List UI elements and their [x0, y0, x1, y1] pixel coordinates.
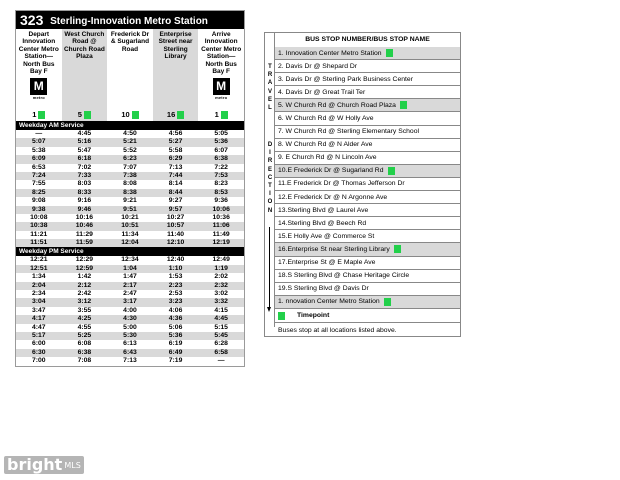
time-cell: 7:22 — [214, 163, 228, 171]
timepoint-square-icon — [84, 111, 91, 119]
direction-arrow-icon — [267, 307, 271, 312]
time-row — [16, 315, 244, 323]
timetable-column-header — [16, 29, 62, 121]
route-number: 323 — [20, 12, 44, 28]
time-cell: 2:42 — [77, 290, 92, 298]
stop-row — [275, 86, 460, 99]
time-cell: 5:16 — [77, 138, 92, 146]
stop-name: 5. W Church Rd @ Church Road Plaza — [278, 101, 396, 109]
time-row — [16, 180, 244, 188]
stop-row — [275, 152, 460, 165]
time-row — [16, 164, 244, 172]
time-cell: 1:04 — [123, 264, 137, 272]
time-cell: 5:06 — [168, 323, 183, 331]
column-stop-number — [107, 110, 153, 119]
time-cell: 7:02 — [77, 163, 92, 171]
stop-row — [275, 178, 460, 191]
stop-number: 16 — [166, 110, 176, 119]
watermark-mls: MLS — [64, 461, 81, 470]
time-cell: 10:06 — [212, 205, 230, 213]
time-cell: 2:34 — [31, 290, 46, 298]
time-cell: 4:30 — [123, 315, 137, 323]
time-row — [16, 349, 244, 357]
stop-list-header: BUS STOP NUMBER/BUS STOP NAME — [275, 33, 460, 48]
time-cell: 12:10 — [166, 239, 185, 247]
time-cell: 7:53 — [214, 171, 228, 179]
timepoint-square-icon — [177, 111, 184, 119]
time-row — [16, 307, 244, 315]
time-cell: 4:45 — [214, 315, 228, 323]
stop-name: 17.Enterprise St @ E Maple Ave — [278, 259, 376, 266]
time-cell: 5:05 — [214, 130, 228, 137]
time-cell: 11:40 — [167, 230, 185, 238]
time-cell: 8:23 — [214, 180, 228, 188]
stop-name: 14.Sterling Blvd @ Beech Rd — [278, 219, 367, 227]
time-cell: 1:53 — [168, 273, 183, 281]
time-cell: 10:38 — [30, 222, 48, 230]
time-cell: 8:14 — [168, 180, 183, 188]
time-row — [16, 214, 244, 222]
time-cell: 4:17 — [31, 315, 46, 323]
timepoint-legend — [275, 309, 460, 323]
travel-direction-word: D I R E C T I O N — [267, 142, 273, 214]
brightmls-watermark — [4, 456, 84, 474]
time-cell: 6:08 — [77, 340, 92, 348]
time-row — [16, 290, 244, 298]
column-label: Depart Innovation Center Metro Station— North Bus Bay F — [18, 31, 59, 76]
time-cell: 6:30 — [31, 348, 46, 356]
travel-direction-word: T R A V E L — [267, 64, 273, 112]
time-row — [16, 324, 244, 332]
timepoint-legend-label: Timepoint — [297, 311, 330, 319]
time-cell: 12:49 — [212, 256, 230, 264]
timetable-column-headers — [16, 29, 244, 121]
time-cell: 4:36 — [168, 315, 183, 323]
time-cell: 2:23 — [168, 281, 183, 289]
stop-name: 7. W Church Rd @ Sterling Elementary School — [278, 128, 420, 136]
time-cell: 10:46 — [75, 222, 94, 230]
timepoint-square-icon — [394, 245, 401, 253]
timetable-title-bar — [16, 11, 244, 29]
time-cell: 3:12 — [77, 298, 92, 306]
stop-row — [275, 230, 460, 243]
time-cell: 7:13 — [168, 163, 183, 171]
am-time-rows — [16, 130, 244, 247]
time-cell: 1:47 — [123, 273, 137, 281]
timetable-column-header — [153, 29, 199, 121]
time-cell: 12:59 — [75, 264, 94, 272]
stop-list-note: Buses stop at all locations listed above. — [278, 327, 397, 334]
time-cell: 7:38 — [123, 171, 137, 179]
time-cell: 3:55 — [77, 306, 92, 314]
time-cell: 11:51 — [30, 239, 48, 247]
stop-name: 11.E Frederick Dr @ Thomas Jefferson Dr — [278, 180, 405, 188]
stop-number: 5 — [77, 110, 82, 119]
stop-name: 9. E Church Rd @ N Lincoln Ave — [278, 154, 377, 162]
time-cell: 6:53 — [31, 163, 46, 171]
time-cell: 3:23 — [168, 298, 183, 306]
stop-row — [275, 204, 460, 217]
time-cell: 12:40 — [166, 256, 185, 264]
stop-name: 3. Davis Dr @ Sterling Park Business Center — [278, 75, 413, 83]
time-cell: 10:51 — [121, 222, 139, 230]
time-cell: 2:32 — [214, 281, 228, 289]
timetable-column-header — [107, 29, 153, 121]
time-cell: 12:21 — [30, 256, 48, 264]
time-cell: 7:07 — [123, 163, 137, 171]
stop-name: 12.E Frederick Dr @ N Argonne Ave — [278, 193, 388, 201]
time-cell: 5:47 — [77, 146, 92, 154]
time-cell: 8:44 — [168, 188, 183, 196]
stop-name: 15.E Holly Ave @ Commerce St — [278, 232, 375, 240]
time-cell: 2:47 — [123, 290, 137, 298]
time-cell: 4:50 — [123, 130, 137, 137]
time-cell: 6:18 — [77, 155, 92, 163]
time-cell: 5:36 — [214, 138, 228, 146]
time-row — [16, 147, 244, 155]
stop-row — [275, 73, 460, 86]
time-cell: 7:19 — [168, 357, 183, 365]
time-cell: 6:58 — [214, 348, 228, 356]
stop-name: 18.S Sterling Blvd @ Chase Heritage Circle — [278, 272, 410, 280]
pm-service-header: Weekday PM Service — [16, 247, 244, 256]
stop-name: 1. Innovation Center Metro Station — [278, 49, 382, 57]
time-cell: 11:21 — [30, 230, 48, 238]
time-cell: 10:57 — [166, 222, 185, 230]
time-cell: 4:55 — [77, 323, 92, 331]
stop-row — [275, 47, 460, 60]
time-cell: 12:04 — [121, 239, 139, 247]
time-cell: 3:04 — [31, 298, 46, 306]
column-label: Frederick Dr & Sugarland Road — [110, 31, 150, 53]
stop-row — [275, 60, 460, 73]
time-cell: 4:45 — [77, 130, 92, 137]
column-stop-number — [153, 110, 199, 119]
time-row — [16, 298, 244, 306]
time-cell: 5:30 — [123, 331, 137, 339]
metro-logo-word: metro — [215, 95, 228, 101]
time-row — [16, 239, 244, 247]
time-cell: 3:47 — [31, 306, 46, 314]
timetable-column-header — [198, 29, 244, 121]
timepoint-square-icon — [38, 111, 45, 119]
timetable — [15, 10, 245, 367]
time-row — [16, 340, 244, 348]
timepoint-square-icon — [386, 49, 393, 57]
timepoint-square-icon — [400, 101, 407, 109]
time-cell: 7:13 — [123, 357, 137, 365]
time-cell: 11:29 — [75, 230, 93, 238]
timepoint-square-icon — [388, 167, 395, 175]
timepoint-square-icon — [221, 111, 228, 119]
time-cell: 10:27 — [166, 213, 185, 221]
route-title: Sterling-Innovation Metro Station — [50, 16, 208, 27]
time-row — [16, 197, 244, 205]
time-row — [16, 138, 244, 146]
stop-row — [275, 165, 460, 178]
time-cell: 6:38 — [214, 155, 228, 163]
travel-direction-label — [265, 33, 275, 327]
time-cell: 7:33 — [77, 171, 92, 179]
time-row — [16, 273, 244, 281]
time-row — [16, 155, 244, 163]
stop-rows — [275, 47, 460, 309]
stop-row — [275, 139, 460, 152]
column-label: West Church Road @ Church Road Plaza — [63, 31, 105, 61]
metro-logo-icon: M — [213, 78, 230, 95]
time-cell: 10:36 — [212, 213, 230, 221]
time-cell: 7:44 — [168, 171, 183, 179]
time-cell: 8:33 — [77, 188, 92, 196]
timepoint-square-icon — [384, 298, 391, 306]
column-label: Enterprise Street near Sterling Library — [158, 31, 193, 61]
stop-name: 19.S Sterling Blvd @ Davis Dr — [278, 285, 369, 293]
stop-row — [275, 270, 460, 283]
time-cell: 3:02 — [214, 290, 228, 298]
time-cell: 5:15 — [214, 323, 228, 331]
time-cell: 8:03 — [77, 180, 92, 188]
column-stop-number — [198, 110, 244, 119]
column-label: Arrive Innovation Center Metro Station— North Bus Bay F — [201, 31, 242, 76]
time-cell: 11:06 — [212, 222, 230, 230]
time-cell: 5:36 — [168, 331, 183, 339]
time-cell: 5:52 — [123, 146, 137, 154]
timepoint-square-icon — [278, 312, 285, 320]
time-cell: 6:38 — [77, 348, 92, 356]
column-stop-number — [16, 110, 62, 119]
time-cell: 9:51 — [123, 205, 137, 213]
time-cell: 10:21 — [121, 213, 139, 221]
stop-row — [275, 126, 460, 139]
time-cell: 6:13 — [123, 340, 137, 348]
time-cell: 1:10 — [168, 264, 183, 272]
time-cell: 1:34 — [31, 273, 46, 281]
time-cell: 9:36 — [214, 197, 228, 205]
stop-row — [275, 296, 460, 309]
stop-row — [275, 243, 460, 256]
stop-row — [275, 112, 460, 125]
column-stop-number — [62, 110, 108, 119]
time-row — [16, 256, 244, 264]
time-cell: 6:28 — [214, 340, 228, 348]
time-cell: 4:56 — [168, 130, 183, 137]
stop-name: 13.Sterling Blvd @ Laurel Ave — [278, 206, 369, 214]
time-row — [16, 231, 244, 239]
time-cell: 3:17 — [123, 298, 137, 306]
time-cell: 12:51 — [30, 264, 48, 272]
time-cell: 9:27 — [168, 197, 183, 205]
time-row — [16, 265, 244, 273]
time-cell: 10:16 — [75, 213, 94, 221]
stop-row — [275, 191, 460, 204]
time-cell: 5:45 — [214, 331, 228, 339]
time-cell: 4:06 — [168, 306, 183, 314]
stop-name: 10.E Frederick Dr @ Sugarland Rd — [278, 167, 384, 175]
stop-number: 10 — [121, 110, 130, 119]
time-row — [16, 357, 244, 365]
time-cell: 5:27 — [168, 138, 183, 146]
time-cell: 2:17 — [123, 281, 137, 289]
time-cell: 5:17 — [31, 331, 46, 339]
stop-row — [275, 217, 460, 230]
time-cell: 12:34 — [121, 256, 139, 264]
time-cell: 4:15 — [214, 306, 228, 314]
time-cell: 6:07 — [214, 146, 228, 154]
time-cell: 11:49 — [212, 230, 230, 238]
time-row — [16, 172, 244, 180]
time-cell: 8:53 — [214, 188, 228, 196]
time-cell: 5:00 — [123, 323, 137, 331]
time-row — [16, 282, 244, 290]
time-cell: — — [217, 357, 225, 365]
time-cell: 10:08 — [30, 213, 48, 221]
time-cell: 9:08 — [31, 197, 46, 205]
time-cell: 6:00 — [31, 340, 46, 348]
time-cell: 7:08 — [77, 357, 92, 365]
time-cell: 9:21 — [123, 197, 137, 205]
pm-time-rows — [16, 256, 244, 365]
time-cell: 5:58 — [168, 146, 183, 154]
time-cell: 3:32 — [214, 298, 228, 306]
time-cell: 4:00 — [123, 306, 137, 314]
stop-name: 8. W Church Rd @ N Alder Ave — [278, 141, 373, 149]
time-cell: 1:19 — [214, 264, 228, 272]
stop-list — [264, 32, 461, 337]
time-cell: 7:24 — [31, 171, 46, 179]
stop-name: 4. Davis Dr @ Great Trail Ter — [278, 88, 366, 96]
time-cell: 9:46 — [77, 205, 92, 213]
time-cell: 11:34 — [121, 230, 139, 238]
stop-name: 16.Enterprise St near Sterling Library — [278, 245, 390, 253]
metro-logo-word: metro — [32, 95, 45, 101]
stop-row — [275, 257, 460, 270]
direction-arrow-line — [269, 227, 270, 309]
time-row — [16, 332, 244, 340]
timepoint-square-icon — [132, 111, 139, 119]
time-cell: 1:42 — [77, 273, 92, 281]
metro-logo-icon: M — [30, 78, 47, 95]
stop-row — [275, 99, 460, 112]
time-cell: 5:07 — [31, 138, 46, 146]
time-cell: 8:08 — [123, 180, 137, 188]
time-cell: 6:49 — [168, 348, 183, 356]
time-cell: 9:16 — [77, 197, 92, 205]
time-cell: 2:04 — [31, 281, 46, 289]
time-cell: 6:09 — [31, 155, 46, 163]
time-cell: 5:25 — [77, 331, 92, 339]
time-cell: — — [35, 130, 43, 137]
time-cell: 6:19 — [168, 340, 183, 348]
watermark-bright: bright — [7, 455, 63, 474]
timetable-column-header — [62, 29, 108, 121]
stop-number: 1 — [214, 110, 219, 119]
time-cell: 12:29 — [75, 256, 94, 264]
stop-name: 1. nnovation Center Metro Station — [278, 298, 380, 306]
time-cell: 8:38 — [123, 188, 137, 196]
time-cell: 6:23 — [123, 155, 137, 163]
time-cell: 2:53 — [168, 290, 183, 298]
time-row — [16, 130, 244, 138]
time-cell: 6:29 — [168, 155, 183, 163]
time-cell: 11:59 — [75, 239, 93, 247]
time-cell: 12:19 — [212, 239, 230, 247]
time-row — [16, 206, 244, 214]
time-cell: 5:21 — [123, 138, 137, 146]
time-cell: 9:57 — [168, 205, 183, 213]
time-cell: 6:43 — [123, 348, 137, 356]
time-cell: 8:25 — [31, 188, 46, 196]
time-cell: 2:02 — [214, 273, 228, 281]
time-cell: 2:12 — [77, 281, 92, 289]
stop-row — [275, 283, 460, 296]
time-row — [16, 222, 244, 230]
stop-name: 6. W Church Rd @ W Holly Ave — [278, 114, 374, 122]
time-cell: 7:55 — [31, 180, 46, 188]
stop-name: 2. Davis Dr @ Shepard Dr — [278, 62, 358, 70]
time-cell: 5:38 — [31, 146, 46, 154]
time-cell: 4:47 — [31, 323, 46, 331]
stop-number: 1 — [32, 110, 37, 119]
am-service-header: Weekday AM Service — [16, 121, 244, 130]
time-cell: 7:00 — [31, 357, 46, 365]
time-cell: 9:38 — [31, 205, 46, 213]
time-row — [16, 189, 244, 197]
time-cell: 4:25 — [77, 315, 92, 323]
